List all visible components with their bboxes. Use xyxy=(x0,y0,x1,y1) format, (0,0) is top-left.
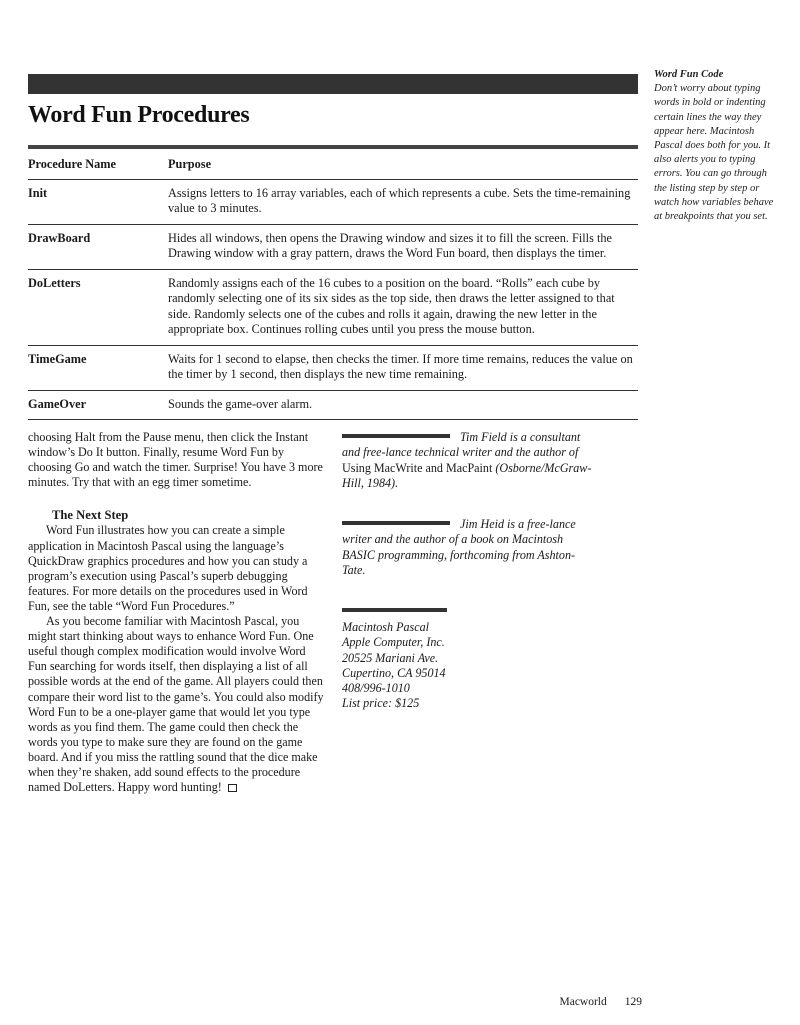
table-row xyxy=(28,180,638,224)
table-row xyxy=(28,270,638,345)
table-row xyxy=(28,346,638,390)
procedure-name: TimeGame xyxy=(28,351,87,366)
bio-rule xyxy=(342,521,450,525)
product-address: 20525 Mariani Ave. xyxy=(342,650,439,665)
section-heading: The Next Step xyxy=(52,508,129,523)
body-paragraph: Word Fun illustrates how you can create a simple application in Macintosh Pascal using the language’s QuickDraw graphics procedures and how you can study a program’s execution using Pascal’s superb debugging features. For more details on the procedures used in Word Fun, see the table “Word Fun Procedures.” xyxy=(28,523,308,613)
end-mark-icon xyxy=(228,784,237,792)
magazine-name: Macworld xyxy=(559,996,607,1008)
procedure-name: DoLetters xyxy=(28,275,81,290)
procedure-name: GameOver xyxy=(28,396,87,411)
sidebar-note xyxy=(654,68,774,224)
table-row xyxy=(28,225,638,269)
product-company: Apple Computer, Inc. xyxy=(342,635,445,650)
page-footer xyxy=(559,996,642,1008)
book-title: Using MacWrite and MacPaint xyxy=(342,460,493,475)
bio-rule xyxy=(342,434,450,438)
header-bar xyxy=(28,74,638,94)
bio-text: Jim Heid is a free-lance writer and the author of a book on Macintosh BASIC programming, forthcoming from Ashton-Tate. xyxy=(342,517,576,577)
info-rule xyxy=(342,608,447,612)
table-header-row xyxy=(28,149,638,179)
body-paragraph-text: As you become familiar with Macintosh Pascal, you might start thinking about ways to enhance Word Fun. One useful though complex modification would involve Word Fun searching for words itself, then displaying a list of all possible words at the end of the game. All players could then compare their word list to the game’s. You could also modify Word Fun to be a one-player game that would let you type words as you find them. The game could then check the words you type to make sure they are found on the game board. And if you miss the rattling sound that the dice make when they’re shaken, add sound effects to the procedure named DoLetters. Happy word hunting! xyxy=(28,614,324,795)
body-paragraph: choosing Halt from the Pause menu, then click the Instant window’s Do It button. Finally, resume Word Fun by choosing Go and watch the timer. Surprise! You have 3 more minutes. Try that with an egg timer sometime. xyxy=(28,430,323,490)
header-purpose: Purpose xyxy=(168,157,212,171)
page-number: 129 xyxy=(624,996,642,1008)
product-city: Cupertino, CA 95014 xyxy=(342,665,446,680)
procedures-table xyxy=(28,145,638,420)
article-body xyxy=(28,430,326,795)
procedure-purpose: Randomly assigns each of the 16 cubes to a position on the board. “Rolls” each cube by randomly selecting one of its six sides as the top side, then draws the letter assigned to that side. Randomly selects one of the cubes and rolls it again, drawing the new letter in the appropriate box. Continues rolling cubes until you press the mouse button. xyxy=(168,275,615,336)
product-name: Macintosh Pascal xyxy=(342,620,429,634)
procedure-purpose: Assigns letters to 16 array variables, each of which represents a cube. Sets the time-remaining value to 3 minutes. xyxy=(168,185,631,215)
table-title: Word Fun Procedures xyxy=(28,102,250,128)
body-paragraph xyxy=(28,614,326,795)
bio-text-end: (Osborne/McGraw-Hill, 1984). xyxy=(342,460,592,490)
procedure-purpose: Sounds the game-over alarm. xyxy=(168,396,313,411)
procedure-name: DrawBoard xyxy=(28,230,91,245)
product-info xyxy=(342,608,592,712)
procedure-name: Init xyxy=(28,185,48,200)
procedure-purpose: Hides all windows, then opens the Drawing window and sizes it to fill the screen. Fills the Drawing window with a gray pattern, draws the Word Fun board, then displays the timer. xyxy=(168,230,612,260)
table-row xyxy=(28,391,638,420)
procedure-purpose: Waits for 1 second to elapse, then checks the timer. If more time remains, reduces the value on the timer by 1 second, then displays the new time remaining. xyxy=(168,351,633,381)
bio-text: Tim Field is a consultant and free-lance technical writer and the author of xyxy=(342,430,581,460)
table-bottom-rule xyxy=(28,419,638,420)
author-bio-tim xyxy=(342,430,592,491)
sidebar-text: Don’t worry about typing words in bold or indenting certain lines the way they appear here. Macintosh Pascal does both for you. It also alerts you to typing errors. You can go through the listing step by step or watch how variables behave at breakpoints that you set. xyxy=(654,83,774,223)
header-procedure-name: Procedure Name xyxy=(28,157,116,171)
author-bio-jim xyxy=(342,517,592,578)
product-phone: 408/996-1010 xyxy=(342,681,410,696)
product-price: List price: $125 xyxy=(342,696,420,711)
sidebar-title: Word Fun Code xyxy=(654,69,724,80)
